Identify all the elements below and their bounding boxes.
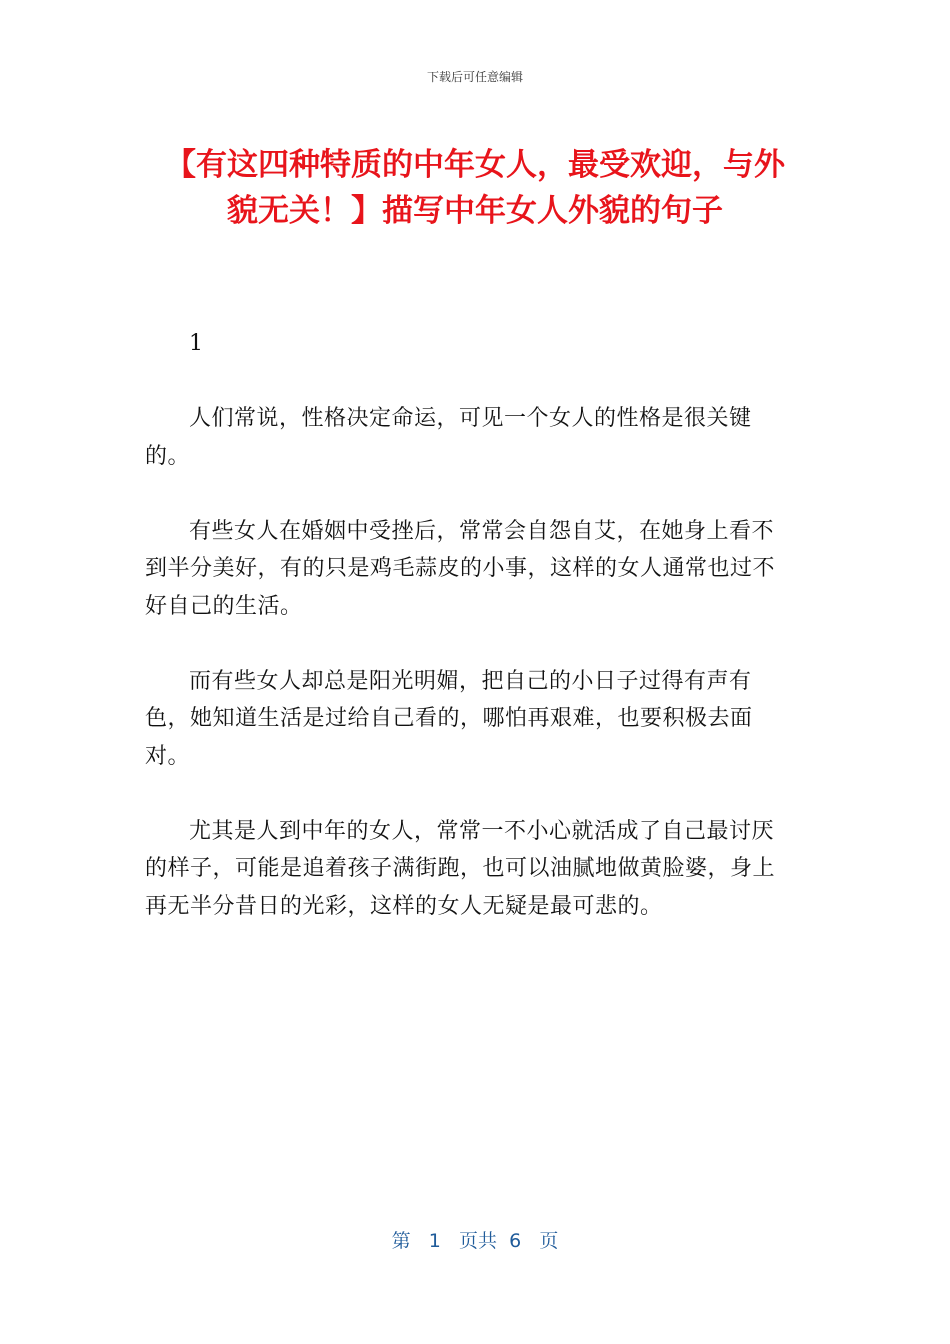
- page-label-prefix: 第: [391, 1230, 411, 1252]
- document-title: 【有这四种特质的中年女人，最受欢迎，与外貌无关！】描写中年女人外貌的句子: [165, 147, 785, 229]
- page-footer: [0, 1226, 950, 1253]
- total-pages: 6: [509, 1230, 522, 1252]
- paragraph: 而有些女人却总是阳光明媚，把自己的小日子过得有声有色，她知道生活是过给自己看的，哪怕再艰难，也要积极去面对。: [145, 668, 753, 769]
- header-note: 下载后可任意编辑: [426, 70, 523, 84]
- section-number: 1: [189, 331, 204, 356]
- paragraph: 人们常说，性格决定命运，可见一个女人的性格是很关键的。: [145, 406, 752, 469]
- paragraph: 尤其是人到中年的女人，常常一不小心就活成了自己最讨厌的样子，可能是追着孩子满街跑，也可以油腻地做黄脸婆，身上再无半分昔日的光彩，这样的女人无疑是最可悲的。: [145, 818, 776, 919]
- page-label-suffix: 页: [539, 1230, 559, 1252]
- page-label-mid: 页共: [459, 1230, 498, 1252]
- document-body: [145, 325, 793, 925]
- paragraph: 有些女人在婚姻中受挫后，常常会自怨自艾，在她身上看不到半分美好，有的只是鸡毛蒜皮的小事，这样的女人通常也过不好自己的生活。: [145, 518, 776, 619]
- page-number: 1: [428, 1230, 441, 1252]
